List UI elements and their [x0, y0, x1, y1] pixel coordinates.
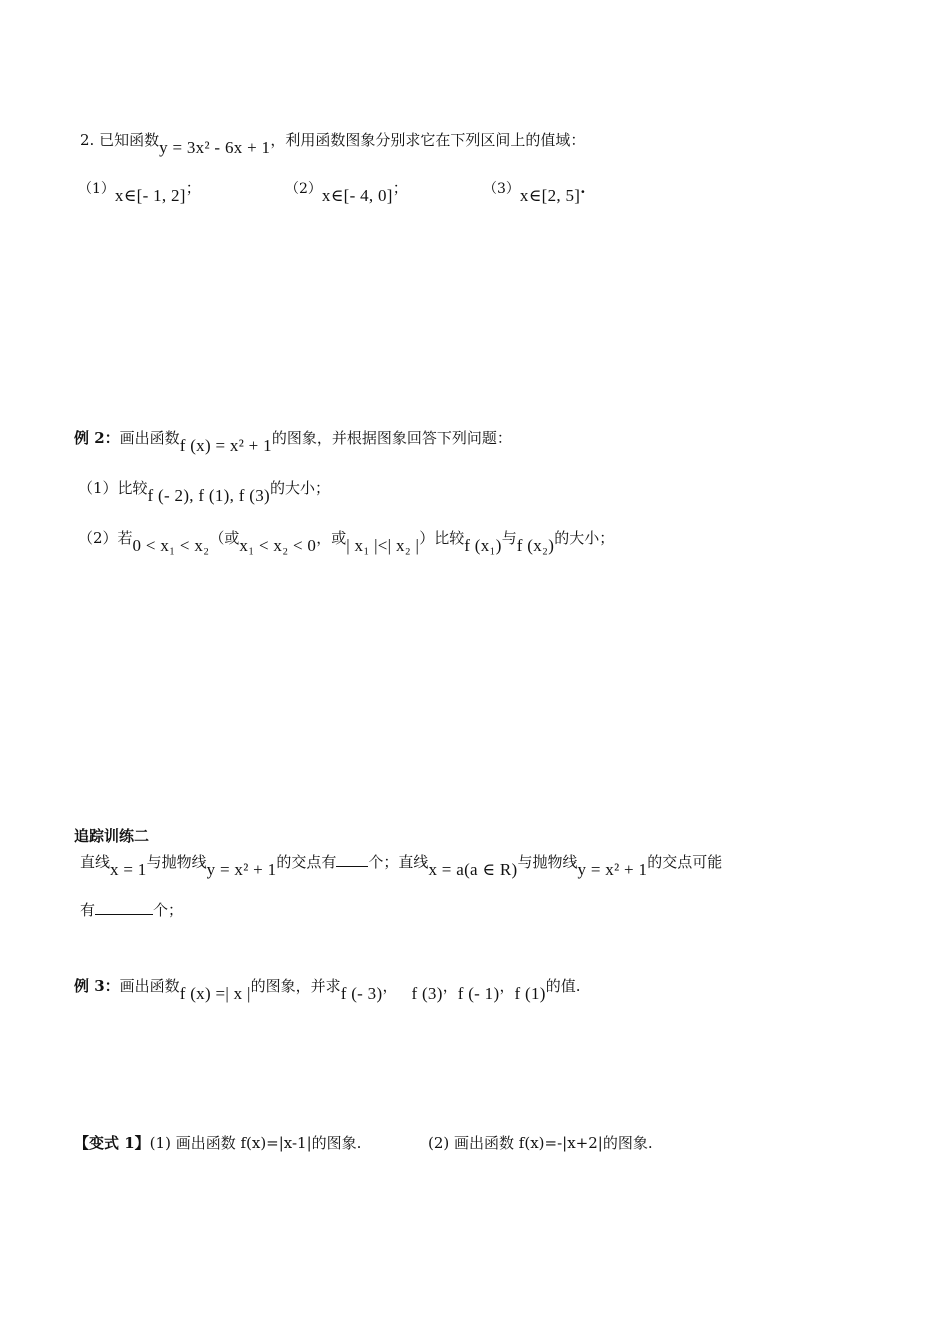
track-t2: 与抛物线	[146, 853, 207, 871]
q2-line	[80, 130, 586, 157]
ex3-v3: f (- 1)	[457, 984, 500, 1003]
q2-part2-expr: x∈[- 4, 0]	[321, 186, 393, 205]
ex2-p2-mid: ）比较	[419, 529, 465, 547]
ex3-line	[74, 976, 581, 1003]
ex3-function: f (x) =| x |	[179, 984, 251, 1003]
track-e3: x = a(a ∈ R)	[428, 860, 518, 879]
track-e2: y = x² + 1	[206, 860, 277, 879]
variant-p1: (1) 画出函数 f(x)=|x-1|的图象.	[149, 1134, 362, 1152]
ex3-label: 例 3：	[74, 977, 120, 995]
ex3-sep3: ，	[499, 977, 515, 995]
ex3-text1: 画出函数	[119, 977, 180, 995]
ex2-p2-fx2: f (x₂)	[516, 536, 555, 555]
q2-part1	[78, 178, 201, 205]
ex2-p1-expr: f (- 2), f (1), f (3)	[147, 486, 270, 505]
ex2-part1	[78, 478, 330, 505]
q2-function: y = 3x² - 6x + 1	[159, 138, 271, 157]
track-t6: 的交点可能	[647, 853, 723, 871]
ex3-sep2: ，	[442, 977, 458, 995]
q2-part2-end: ；	[392, 179, 408, 197]
q2-part3-expr: x∈[2, 5]	[519, 186, 581, 205]
ex2-p2-and: 与	[501, 529, 517, 547]
ex2-line	[74, 428, 512, 455]
track-t1: 直线	[80, 853, 111, 871]
q2-part2	[285, 178, 408, 205]
ex3-v4: f (1)	[514, 984, 546, 1003]
track-title: 追踪训练二	[74, 827, 150, 845]
track-line1	[80, 852, 723, 879]
ex2-part2	[78, 528, 615, 555]
variant-line-2	[428, 1133, 653, 1153]
track-t3: 的交点有	[276, 853, 337, 871]
q2-part3	[483, 178, 586, 205]
ex3-text2: 的图象，并求	[250, 977, 341, 995]
ex2-function: f (x) = x² + 1	[179, 436, 272, 455]
ex2-p1-end: 的大小；	[269, 479, 330, 497]
ex2-p2-cond3: | x₁ |<| x₂ |	[346, 536, 420, 555]
ex3-v1: f (- 3)	[340, 984, 383, 1003]
ex3-sep1: ，	[382, 977, 398, 995]
ex2-p2-cond1: 0 < x₁ < x₂	[132, 536, 210, 555]
ex2-p2-or1: （或	[209, 529, 240, 547]
q2-part1-end: ；	[185, 179, 201, 197]
track-e4: y = x² + 1	[577, 860, 648, 879]
variant-label: 【变式 1】	[74, 1134, 150, 1152]
q2-part3-end: .	[580, 179, 586, 197]
ex2-p2-or2: ，或	[316, 529, 347, 547]
q2-suffix: ，利用函数图象分别求它在下列区间上的值域：	[270, 131, 586, 149]
track-t7: 有	[80, 901, 96, 919]
ex3-end: 的值.	[545, 977, 581, 995]
variant-p2: (2) 画出函数 f(x)=-|x+2|的图象.	[428, 1134, 653, 1152]
ex2-p1-label: （1）比较	[78, 479, 148, 497]
track-t5: 与抛物线	[517, 853, 578, 871]
ex2-text1: 画出函数	[119, 429, 180, 447]
q2-part1-label: （1）	[78, 181, 115, 197]
track-line2	[80, 900, 183, 920]
ex2-p2-end: 的大小；	[554, 529, 615, 547]
ex2-text2: 的图象，并根据图象回答下列问题：	[271, 429, 512, 447]
q2-part3-label: （3）	[483, 181, 520, 197]
ex3-v2: f (3)	[411, 984, 443, 1003]
track-blank2[interactable]	[95, 900, 153, 915]
q2-part2-label: （2）	[285, 181, 322, 197]
ex2-p2-label: （2）若	[78, 529, 133, 547]
q2-prefix: 2. 已知函数	[80, 131, 160, 149]
q2-part1-expr: x∈[- 1, 2]	[114, 186, 186, 205]
track-t8: 个；	[153, 901, 184, 919]
ex2-p2-cond2: x₁ < x₂ < 0	[239, 536, 317, 555]
variant-line	[74, 1133, 361, 1153]
track-t4: 个；直线	[368, 853, 429, 871]
track-blank1[interactable]	[336, 852, 368, 867]
ex2-p2-fx1: f (x₁)	[464, 536, 502, 555]
track-e1: x = 1	[110, 860, 147, 879]
ex2-label: 例 2：	[74, 429, 120, 447]
